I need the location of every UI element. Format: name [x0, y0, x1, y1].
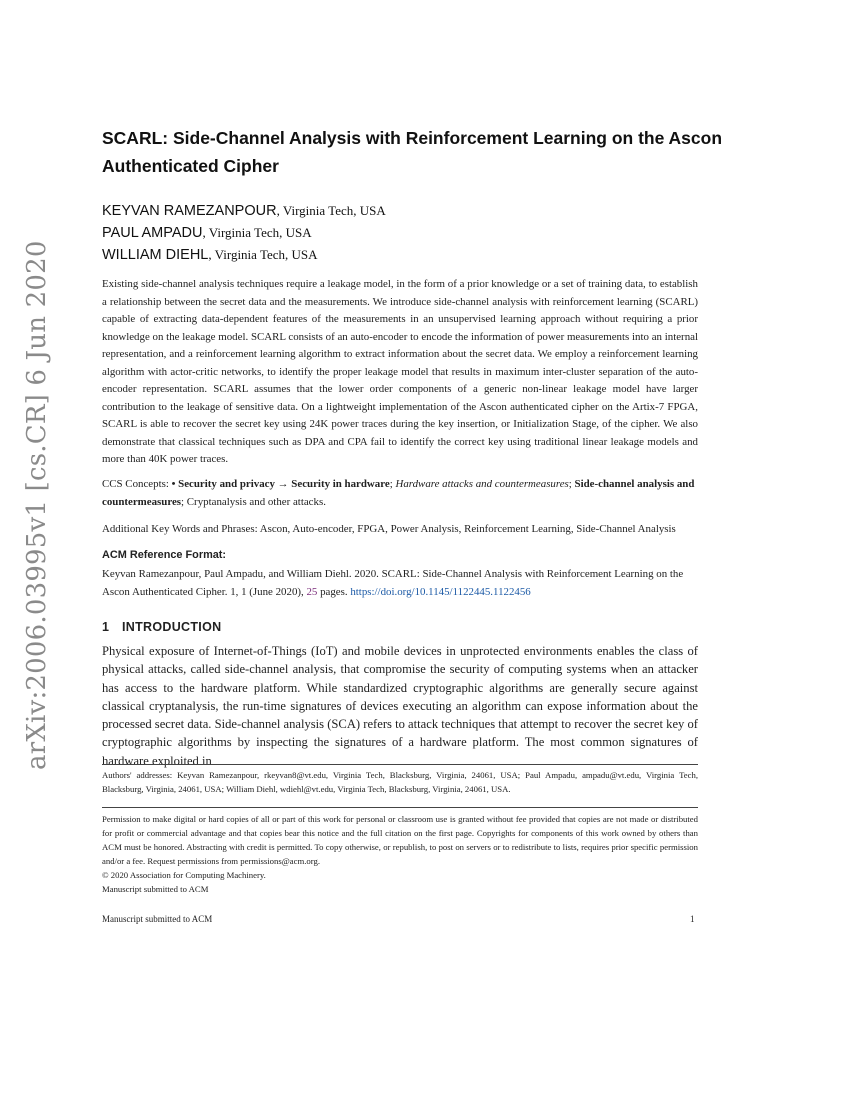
author-affiliation: , Virginia Tech, USA: [276, 203, 386, 218]
arxiv-identifier-stamp: arXiv:2006.03995v1 [cs.CR] 6 Jun 2020: [22, 240, 52, 770]
ccs-separator: ;: [568, 478, 575, 490]
ccs-item: Hardware attacks and countermeasures: [395, 478, 569, 490]
permission-divider: [102, 807, 698, 808]
author-name: WILLIAM DIEHL: [102, 247, 209, 263]
ccs-separator: ;: [389, 478, 396, 490]
ccs-arrow: →: [274, 478, 292, 490]
section-number: 1: [102, 620, 110, 634]
ccs-item: Security in hardware: [291, 478, 390, 490]
abstract: Existing side-channel analysis techniques require a leakage model, in the form of a prior knowledge or a set of training data, to establish a relationship between the secret data and the measurements. We introduce side-channel analysis with reinforcement learning (SCARL) capable of extracting data-dependent features of the measurements in an unsupervised learning approach without requiring a prior knowledge on the leakage model. SCARL consists of an auto-encoder to encode the information of power measurements into an internal representation, and a reinforcement learning algorithm to extract information about the secret data. We employ a reinforcement learning algorithm with actor-critic networks, to identify the proper leakage model that results in maximum inter-cluster separation of the auto-encoder representation. SCARL assumes that the lower order components of a generic non-linear leakage model have larger contribution to the leakage of sensitive data. On a lightweight implementation of the Ascon authenticated cipher on the Artix-7 FPGA, SCARL is able to recover the secret key using 24K power traces during the key insertion, or Initialization Stage, of the cipher. We also demonstrate that classical techniques such as DPA and CPA fail to identify the correct key using traditional linear leakage models and more than 40K power traces.: [102, 278, 698, 465]
ccs-separator: ;: [181, 495, 187, 508]
author-name: PAUL AMPADU: [102, 225, 203, 241]
paper-title: SCARL: Side-Channel Analysis with Reinforcement Learning on the Ascon Authenticated Cipher: [102, 128, 723, 176]
page-count-link[interactable]: 25: [306, 585, 318, 598]
ccs-item: Side-channel analysis and countermeasures: [102, 478, 695, 508]
authors-addresses: Authors' addresses: Keyvan Ramezanpour, rkeyvan8@vt.edu, Virginia Tech, Blacksburg, Virginia, 24061, USA; Paul Ampadu, ampadu@vt.edu, Virginia Tech, Blacksburg, Virginia, 24061, USA; William Diehl, wdiehl@vt.edu, Virginia Tech, Blacksburg, Virginia, 24061, USA.: [102, 770, 698, 794]
section-title: INTRODUCTION: [122, 620, 222, 634]
author-2: [102, 222, 386, 244]
footer-text: Manuscript submitted to ACM: [102, 914, 213, 924]
ccs-item: Cryptanalysis and other attacks.: [186, 495, 326, 508]
page-number: 1: [690, 914, 695, 924]
permission-notice: Permission to make digital or hard copies of all or part of this work for personal or classroom use is granted without fee provided that copies are not made or distributed for profit or commercial advantage and that copies bear this notice and the full citation on the first page. Copyrights for components of this work owned by others than ACM must be honored. Abstracting with credit is permitted. To copy otherwise, or republish, to post on servers or to redistribute to lists, requires prior specific permission and/or a fee. Request permissions from permissions@acm.org.: [102, 814, 698, 866]
ccs-bullet: •: [171, 478, 179, 490]
section-heading: [102, 620, 221, 634]
acm-reference: [102, 566, 698, 601]
author-affiliation: , Virginia Tech, USA: [208, 247, 318, 262]
ccs-concepts: [102, 476, 698, 511]
author-1: [102, 200, 386, 222]
manuscript-note: Manuscript submitted to ACM: [102, 884, 209, 894]
ccs-item: Security and privacy: [178, 478, 275, 490]
doi-link[interactable]: https://doi.org/10.1145/1122445.1122456: [350, 585, 531, 598]
author-affiliation: , Virginia Tech, USA: [202, 225, 312, 240]
author-name: KEYVAN RAMEZANPOUR: [102, 203, 277, 219]
author-3: [102, 244, 386, 266]
acm-reference-heading: ACM Reference Format:: [102, 549, 227, 561]
author-list: [102, 200, 386, 266]
ccs-label: CCS Concepts:: [102, 478, 172, 490]
footnote-divider: [102, 764, 698, 765]
copyright-notice: © 2020 Association for Computing Machinery.: [102, 870, 266, 880]
introduction-body: Physical exposure of Internet-of-Things (IoT) and mobile devices in unprotected environments enables the class of physical attacks, called side-channel analysis, that compromise the security of computing systems when an attacker has access to the hardware platform. While standardized cryptographic algorithms are generally secure against classical cryptanalysis, the run-time signatures of devices executing an algorithm can expose information about the processed secret data. Side-channel analysis (SCA) refers to attack techniques that attempt to recover the secret key of cryptographic algorithms by inspecting the signatures of a hardware platform. The most common signatures of hardware exploited in: [102, 644, 698, 768]
acm-reference-text: Keyvan Ramezanpour, Paul Ampadu, and William Diehl. 2020. SCARL: Side-Channel Analysis with Reinforcement Learning on the Ascon Authenticated Cipher. 1, 1 (June 2020),: [102, 568, 684, 598]
keywords: Additional Key Words and Phrases: Ascon, Auto-encoder, FPGA, Power Analysis, Reinforcement Learning, Side-Channel Analysis: [102, 523, 676, 535]
pages-suffix: pages.: [317, 585, 351, 598]
